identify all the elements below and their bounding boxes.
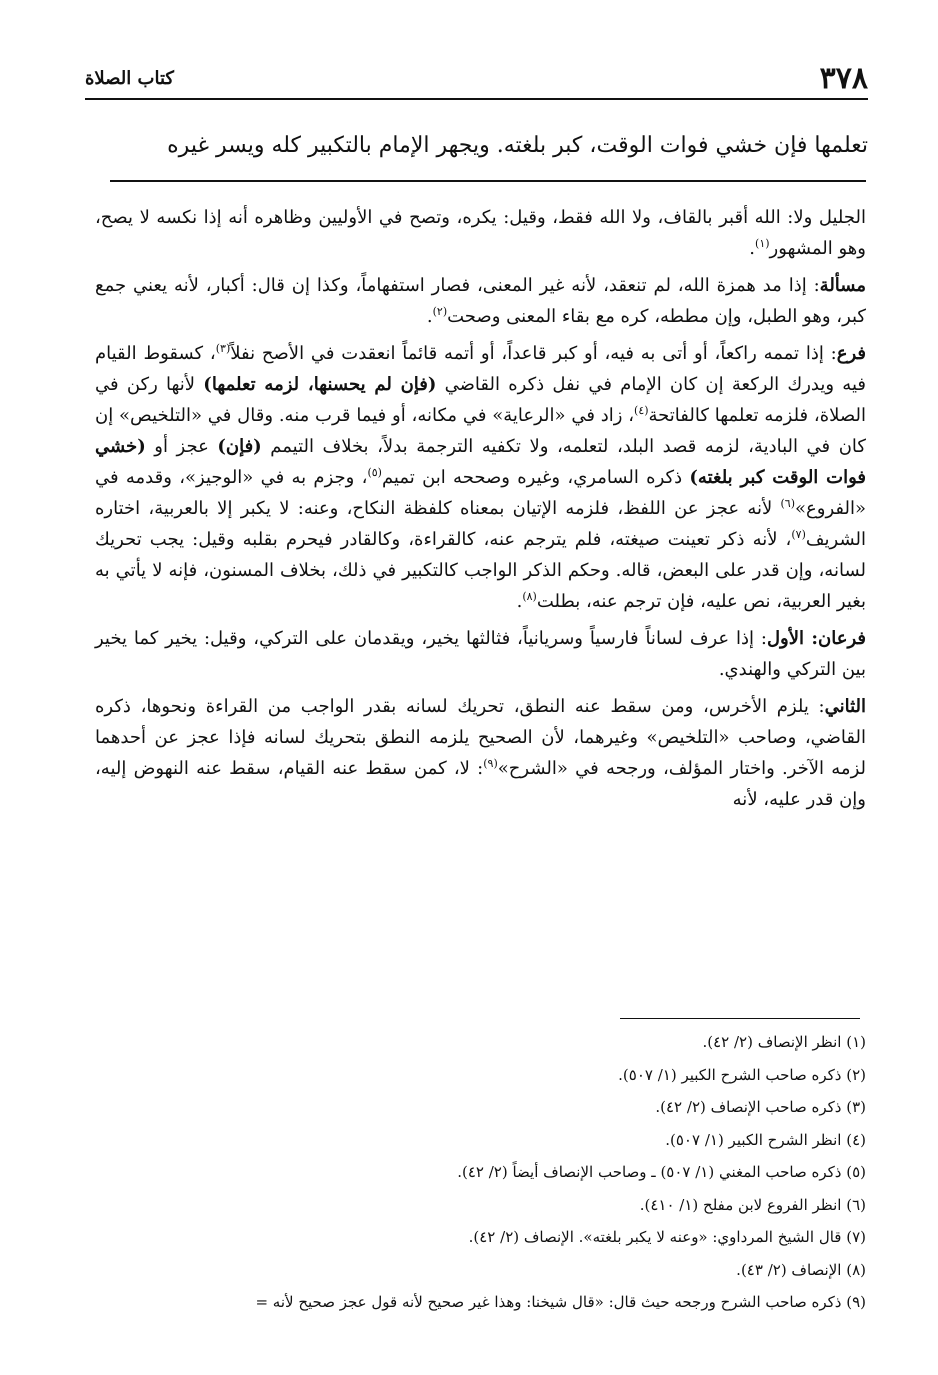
footnote-2: (٢) ذكره صاحب الشرح الكبير (١/ ٥٠٧). (618, 1065, 866, 1084)
footnote-ref-7: (٧) (791, 528, 806, 541)
footnote-ref-5: (٥) (367, 466, 382, 479)
page-number: ٣٧٨ (819, 61, 868, 96)
paragraph-2: مسألة: إذا مد همزة الله، لم تنعقد، لأنه غير المعنى، فصار استفهاماً، وكذا إن قال: أكبار، لأنه يعني جمع كبر، وهو الطبل، وإن مططه، كره مع بقاء المعنى وصحت$^{(٢)}$. (95, 275, 866, 327)
footnote-ref-3: (٣) (215, 342, 231, 355)
footnote-ref-2: (٢) (432, 305, 448, 318)
footnote-ref-1: (١) (755, 237, 770, 250)
footnote-5: (٥) ذكره صاحب المغني (١/ ٥٠٧) ـ وصاحب الإنصاف أيضاً (٢/ ٤٢). (457, 1163, 866, 1181)
footnote-rule (620, 1018, 860, 1019)
footnotes (70, 1026, 866, 1319)
footnote-ref-9: (٩) (483, 757, 498, 770)
commentary-body (95, 202, 866, 821)
book-title: كتاب الصلاة (85, 68, 174, 89)
footnote-ref-6: (٦) (780, 497, 796, 510)
paragraph-1-text: الجليل ولا: الله أقبر بالقاف، ولا الله فقط، وقيل: يكره، وتصح في الأوليين وظاهره أنه إذا نكسه لا يصح، وهو المشهور (95, 207, 866, 259)
footnote-ref-8: (٨) (522, 590, 537, 603)
matn-quote-3: (خشي فوات الوقت كبر بلغته) (95, 436, 866, 488)
paragraph-4-text: : إذا عرف لساناً فارسياً وسريانياً، فثالثها يخير، ويقدمان على التركي، وقيل: يخير كما يخير بين التركي والهندي. (95, 628, 866, 680)
footnote-3: (٣) ذكره صاحب الإنصاف (٢/ ٤٢). (655, 1098, 866, 1116)
footnote-6: (٦) انظر الفروع لابن مفلح (١/ ٤١٠). (639, 1195, 866, 1214)
footnote-9: (٩) ذكره صاحب الشرح ورجحه حيث قال: «قال شيخنا: وهذا غير صحيح لأنه قول عجز صحيح لأنه = (255, 1293, 866, 1311)
paragraph-1: الجليل ولا: الله أقبر بالقاف، ولا الله فقط، وقيل: يكره، وتصح في الأوليين وظاهره أنه إذا نكسه لا يصح، وهو المشهور$^{(١)}$. (95, 207, 866, 259)
header-rule (85, 98, 868, 100)
paragraph-5 (95, 691, 866, 815)
footnote-ref-4: (٤) (634, 404, 649, 417)
paragraph-3-text-g: ، وجزم به في «الوجيز»، وقدمه في «الفروع» (95, 467, 866, 519)
matn-quote-1: (فإن لم يحسنها، لزمه تعلمها) (203, 374, 437, 395)
paragraph-4 (95, 623, 866, 685)
matn-rule (110, 180, 866, 182)
paragraph-3-text-b: ، كسقوط القيام فيه ويدرك الركعة إن كان الإمام في نفل ذكره القاضي (95, 343, 866, 395)
paragraph-3-text-c: لأنها ركن في الصلاة، فلزمه تعلمها كالفاتحة (95, 374, 866, 426)
paragraph-3-text-a: : إذا تممه راكعاً، أو أتى به فيه، أو كبر قاعداً، أو أتمه قائماً انعقدت في الأصح نفلاً (230, 343, 837, 364)
paragraph-3-text-h: لأنه عجز عن اللفظ، فلزمه الإتيان بمعناه كلفظة النكاح، وعنه: لا يكبر إلا بالعربية، اختاره الشريف (95, 498, 866, 550)
footnote-8: (٨) الإنصاف (٢/ ٤٣). (736, 1260, 866, 1279)
paragraph-2-label: مسألة (819, 275, 866, 296)
paragraph-3-text-i: ، لأنه ذكر تعينت صيغته، فلم يترجم عنه، كالقراءة، وكالقادر فيحرم بقلبه وقيل: يجب تحريك لسانه، وإن قدر على البعض، قاله. وحكم الذكر الواجب كالتكبير في ذلك، بخلاف المسنون، فإنه لا يأتي به بغير العربية، نص عليه، فإن ترجم عنه، بطلت (95, 529, 866, 612)
paragraph-5-label: الثاني (824, 696, 866, 717)
page-header (85, 62, 868, 96)
paragraph-3-text-f: ذكره السامري، وغيره وصححه ابن تميم (381, 467, 690, 488)
footnote-4: (٤) انظر الشرح الكبير (١/ ٥٠٧). (665, 1130, 866, 1149)
paragraph-3-text-e: عجز أو (145, 436, 218, 457)
paragraph-3-label: فرع (836, 343, 866, 364)
paragraph-2-text: : إذا مد همزة الله، لم تنعقد، لأنه غير المعنى، فصار استفهاماً، وكذا إن قال: أكبار، لأنه يعني جمع كبر، وهو الطبل، وإن مططه، كره مع بقاء المعنى وصحت (95, 275, 866, 327)
footnote-7: (٧) قال الشيخ المرداوي: «وعنه لا يكبر بلغته». الإنصاف (٢/ ٤٢). (468, 1228, 866, 1246)
paragraph-3-text-d: ، زاد في «الرعاية» في مكانه، أو فيما قرب منه. وقال في «التلخيص» إن كان في البادية، لزمه قصد البلد، لتعلمه، ولا تكفيه الترجمة بدلاً، بخلاف التيمم (95, 405, 866, 457)
paragraph-5-text-b: : لا، كمن سقط عنه القيام، سقط عنه النهوض إليه، وإن قدر عليه، لأنه (95, 758, 866, 810)
paragraph-5-text-a: : يلزم الأخرس، ومن سقط عنه النطق، تحريك لسانه بقدر الواجب من القراءة ونحوها، ذكره القاضي، وصاحب «التلخيص» وغيرهما، لأن الصحيح يلزمه النطق بتحريك لسانه فإذا عجز عن أحدهما لزمه الآخر. واختار المؤلف، ورجحه في «الشرح» (95, 696, 866, 779)
matn-quote-2: (فإن) (217, 436, 262, 457)
footnote-1: (١) انظر الإنصاف (٢/ ٤٢). (702, 1033, 866, 1051)
matn-text: تعلمها فإن خشي فوات الوقت، كبر بلغته. ويجهر الإمام بالتكبير كله ويسر غيره (167, 133, 868, 158)
paragraph-3: فرع: إذا تممه راكعاً، أو أتى به فيه، أو كبر قاعداً، أو أتمه قائماً انعقدت في الأصح نفلاً$^{(٣)}$، كسقوط القيام فيه ويدرك الركعة إن كان الإمام في نفل ذكره القاضي (فإن لم يحسنها، لزمه تعلمها) لأنها ركن في الصلاة، فلزمه تعلمها كالفاتحة$^{(٤)}$، زاد في «الرعاية» في مكانه، أو فيما قرب منه. وقال في «التلخيص» إن كان في البادية، لزمه قصد البلد، لتعلمه، ولا تكفيه الترجمة بدلاً، بخلاف التيمم (فإن) عجز أو (خشي فوات الوقت كبر بلغته) ذكره السامري، وغيره وصححه ابن تميم$^{(٥)}$، وجزم به في «الوجيز»، وقدمه في «الفروع»$^{(٦)}$ لأنه عجز عن اللفظ، فلزمه الإتيان بمعناه كلفظة النكاح، وعنه: لا يكبر إلا بالعربية، اختاره الشريف$^{(٧)}$، لأنه ذكر تعينت صيغته، فلم يترجم عنه، كالقراءة، وكالقادر فيحرم بقلبه وقيل: يجب تحريك لسانه، وإن قدر على البعض، قاله. وحكم الذكر الواجب كالتكبير في ذلك، بخلاف المسنون، فإنه لا يأتي به بغير العربية، نص عليه، فإن ترجم عنه، بطلت$^{(٨)}$. (95, 342, 866, 612)
paragraph-4-label: فرعان: الأول (766, 628, 866, 649)
